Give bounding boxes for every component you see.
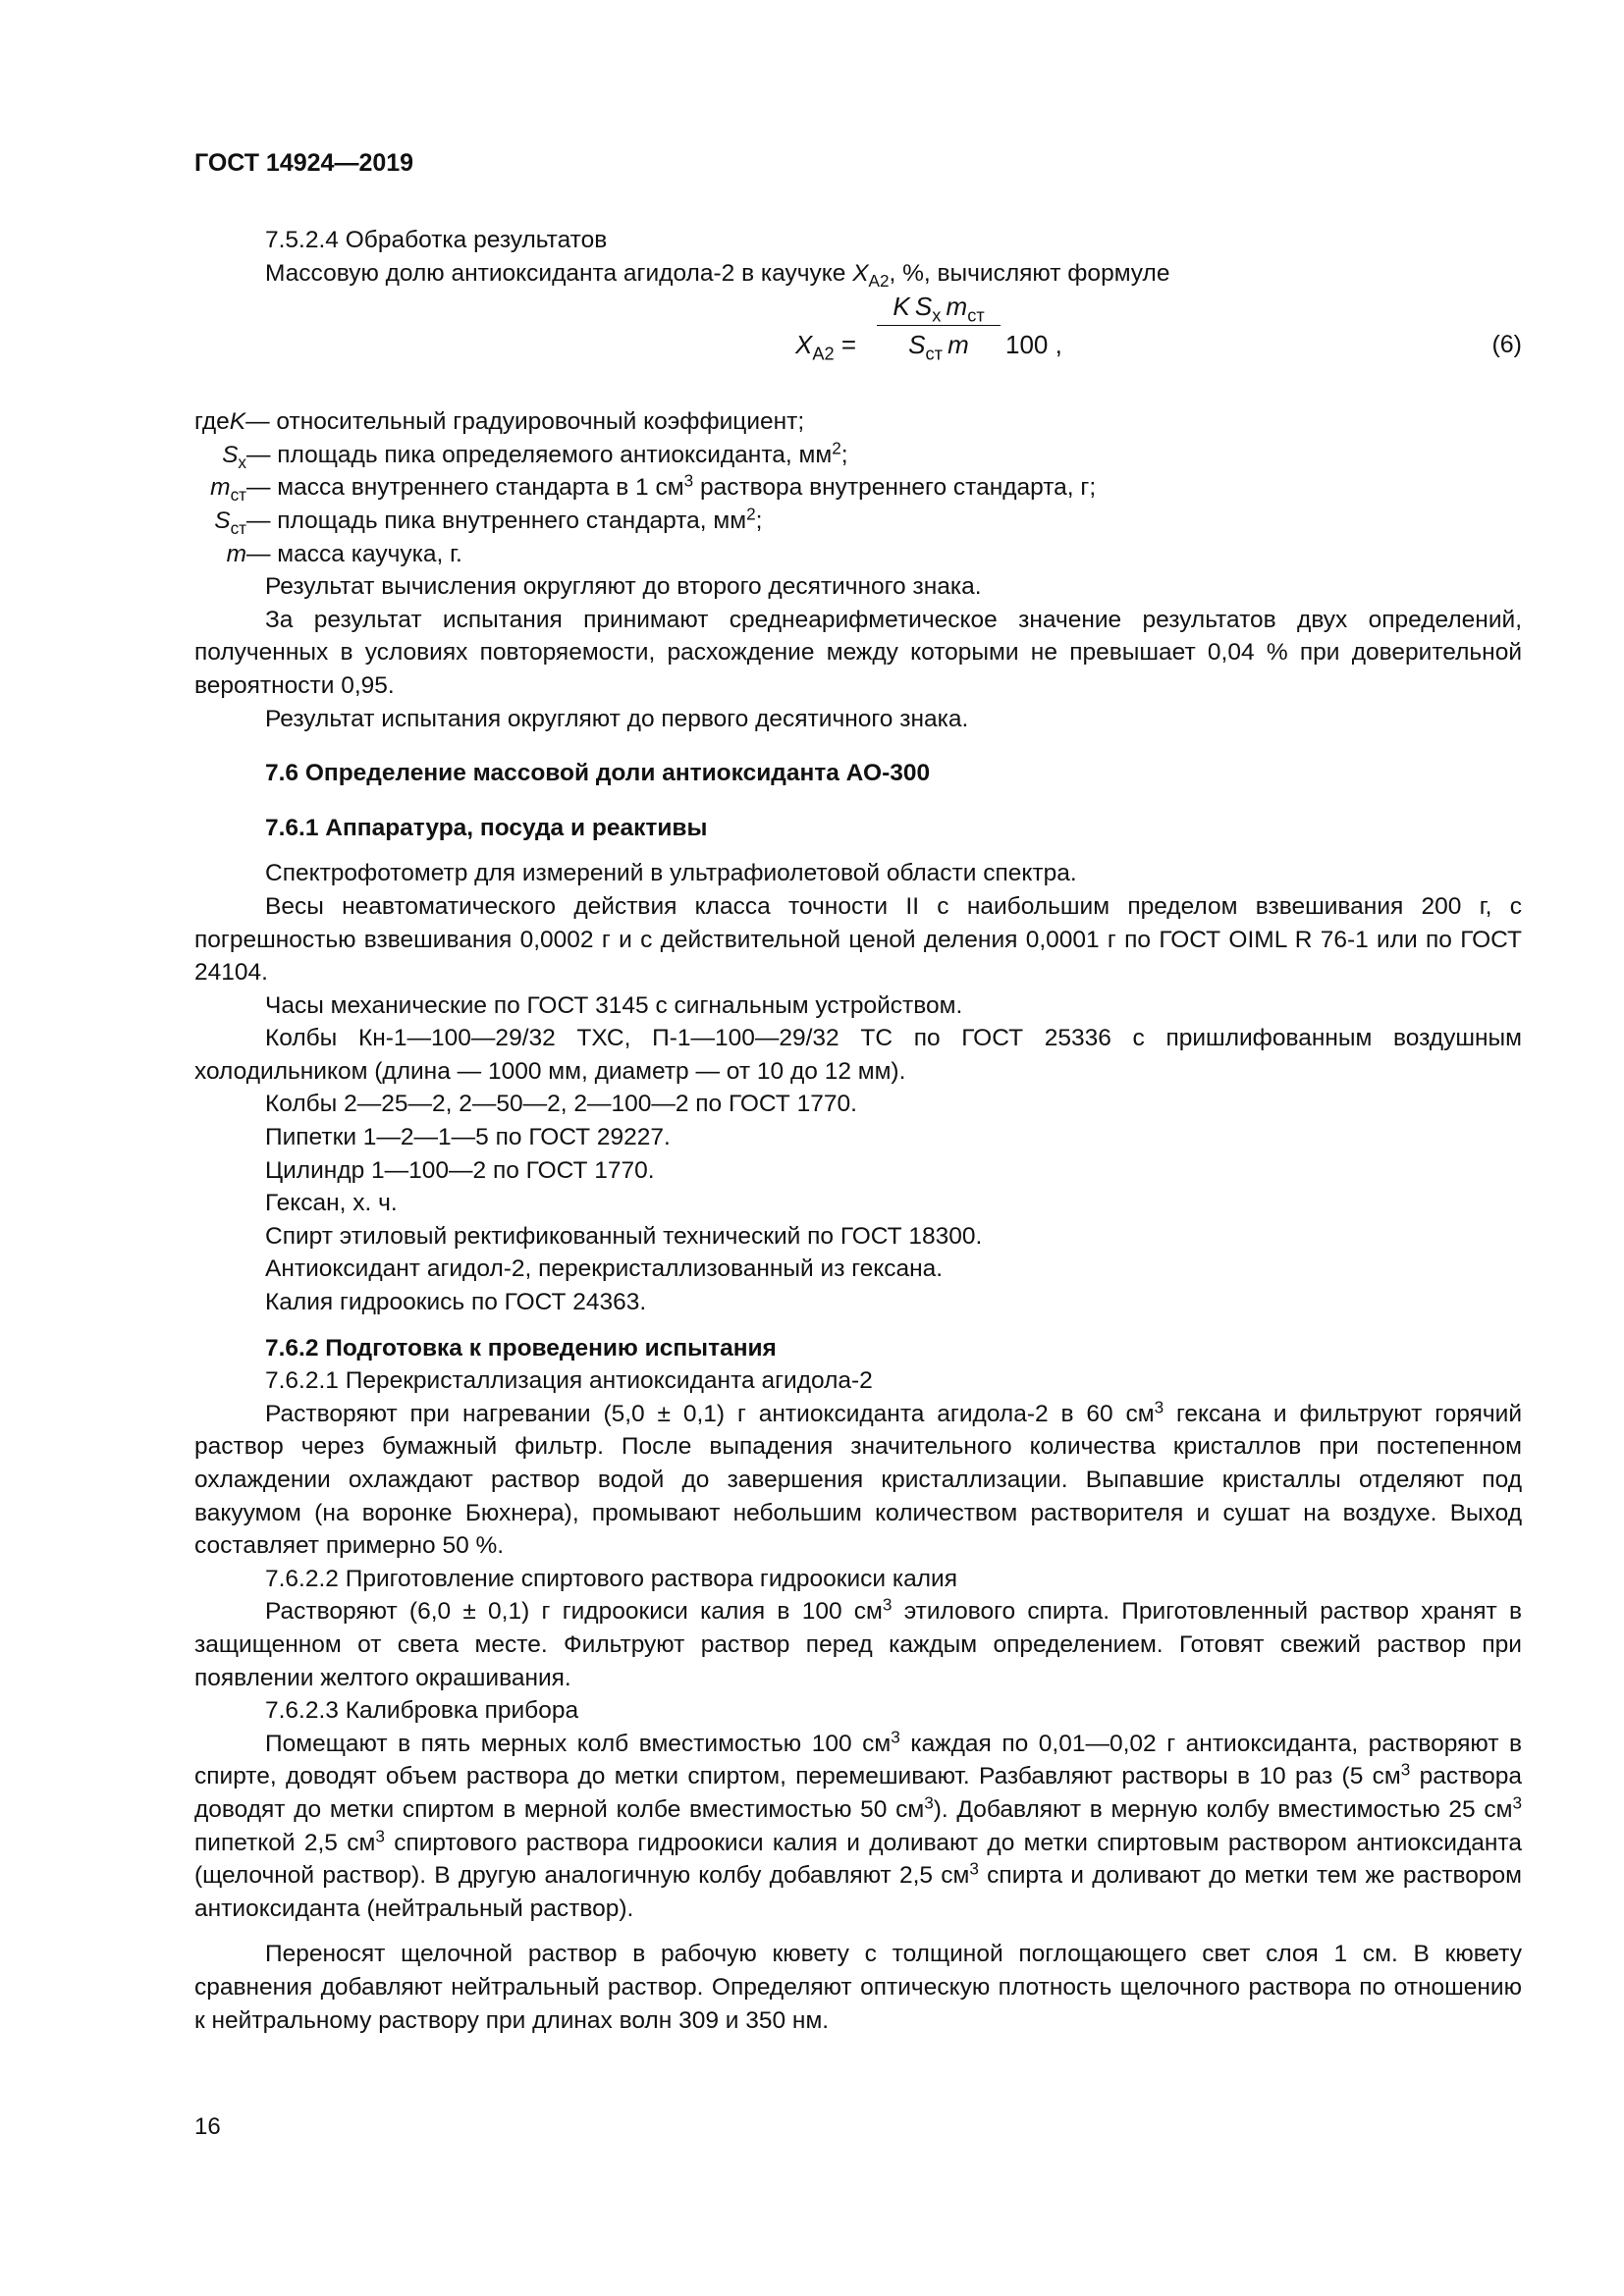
section-7-6-1-heading: 7.6.1 Аппаратура, посуда и реактивы xyxy=(265,814,708,841)
section-7-5-2-4-title: 7.5.2.4 Обработка результатов xyxy=(265,227,608,253)
equipment-item: Колбы 2—25—2, 2—50—2, 2—100—2 по ГОСТ 1770. xyxy=(265,1091,857,1118)
subsection-7-6-2-2-title: 7.6.2.2 Приготовление спиртового раствора гидроокиси калия xyxy=(265,1565,958,1592)
paragraph-rounding-final: Результат испытания округляют до первого десятичного знака. xyxy=(265,705,969,732)
paragraph-rounding: Результат вычисления округляют до второго десятичного знака. xyxy=(265,573,982,601)
measurement-paragraph: Переносят щелочной раствор в рабочую кювету с толщиной поглощающего свет слоя 1 см. В кювету сравнения добавляют нейтральный раствор. Определяют оптическую плотность щелочного раствора по отношению к нейтральному раствору при длинах волн 309 и 350 нм. xyxy=(194,1941,1522,2034)
subsection-7-6-2-1-title: 7.6.2.1 Перекристаллизация антиоксиданта агидола-2 xyxy=(265,1367,873,1395)
equipment-item: Цилиндр 1—100—2 по ГОСТ 1770. xyxy=(265,1156,655,1184)
formula-6 xyxy=(194,290,1522,405)
equipment-item: Колбы Кн-1—100—29/32 ТХС, П-1—100—29/32 ТС по ГОСТ 25336 с пришлифованным воздушным холодильником (длина — 1000 мм, диаметр — от 10 до 12 мм). xyxy=(194,1025,1522,1085)
koh-solution-paragraph: Растворяют (6,0 ± 0,1) г гидроокиси калия в 100 $см^3$ этилового спирта. Приготовленный раствор хранят в защищенном от света месте. Фильтруют раствор перед каждым определением. Готовят свежий раствор при появлении желтого окрашивания. xyxy=(194,1594,1522,1691)
equipment-item: Весы неавтоматического действия класса точности II с наибольшим пределом взвешивания 200 г, с погрешностью взвешивания 0,0002 г и с действительной ценой деления 0,0001 г по ГОСТ OIML R 76-1 или по ГОСТ 24104. xyxy=(194,892,1522,987)
equipment-item: Пипетки 1—2—1—5 по ГОСТ 29227. xyxy=(265,1124,671,1151)
variable-definitions xyxy=(194,405,1522,570)
definition-item: $S_x$ — площадь пика определяемого антиоксиданта, $мм^2$; xyxy=(222,438,848,472)
equipment-item: Спирт этиловый ректификованный технический по ГОСТ 18300. xyxy=(265,1222,983,1250)
formula-lhs: $X_{А2}$ = xyxy=(795,330,857,364)
equipment-item: Часы механические по ГОСТ 3145 с сигнальным устройством. xyxy=(265,991,963,1019)
equipment-item: Калия гидроокись по ГОСТ 24363. xyxy=(265,1289,647,1316)
recrystallization-paragraph: Растворяют при нагревании (5,0 ± 0,1) г антиоксиданта агидола-2 в 60 $см^3$ гексана и фильтруют горячий раствор через бумажный фильтр. После выпадения значительного количества кристаллов при постепенном охлаждении охлаждают раствор водой до завершения кристаллизации. Выпавшие кристаллы отделяют под вакуумом (на воронке Бюхнера), промывают небольшим количеством растворителя и сушат на воздухе. Выход составляет примерно 50 %. xyxy=(194,1397,1523,1560)
document-body xyxy=(194,224,1522,2037)
definition-item: где K — относительный градуировочный коэффициент; xyxy=(194,408,805,436)
definition-item: $m_{ст}$ — масса внутреннего стандарта в 1 $см^3$ раствора внутреннего стандарта, г; xyxy=(210,470,1097,506)
formula-fraction xyxy=(877,290,1001,364)
equipment-item: Спектрофотометр для измерений в ультрафиолетовой области спектра. xyxy=(265,860,1077,887)
section-7-6-heading: 7.6 Определение массовой доли антиоксиданта АО-300 xyxy=(265,760,931,787)
equipment-item: Антиоксидант агидол-2, перекристаллизованный из гексана. xyxy=(265,1255,944,1283)
page-number: 16 xyxy=(194,2113,221,2140)
definition-item: m — масса каучука, г. xyxy=(226,540,462,567)
document-header: ГОСТ 14924—2019 xyxy=(194,149,414,177)
equipment-item: Гексан, х. ч. xyxy=(265,1190,398,1217)
formula-number: (6) xyxy=(1491,331,1522,359)
paragraph-result-definition: За результат испытания принимают среднеарифметическое значение результатов двух определений, полученных в условиях повторяемости, расхождение между которыми не превышает 0,04 % при доверительной вероятности 0,95. xyxy=(194,606,1522,699)
formula-intro: Массовую долю антиоксиданта агидола-2 в каучуке $X_{А2}$, %, вычисляют формуле xyxy=(265,259,1170,291)
formula-numerator: K $S_x$ $m_{ст}$ xyxy=(877,290,1001,326)
definition-item: $S_{ст}$ — площадь пика внутреннего стандарта, $мм^2$; xyxy=(214,504,763,538)
formula-multiplier: 100 , xyxy=(1005,330,1062,360)
subsection-7-6-2-3-title: 7.6.2.3 Калибровка прибора xyxy=(265,1697,579,1725)
formula-denominator: $S_{ст}$ m xyxy=(908,330,969,364)
calibration-paragraph: Помещают в пять мерных колб вместимостью 100 $см^3$ каждая по 0,01—0,02 г антиоксиданта, растворяют в спирте, доводят объем раствора до метки спиртом, перемешивают. Разбавляют растворы в 10 раз (5 $см^3$ раствора доводят до метки спиртом в мерной колбе вместимостью 50 $см^3$). Добавляют в мерную колбу вместимостью 25 $см^3$ пипеткой 2,5 $см^3$ спиртового раствора гидроокиси калия и доливают до метки спиртовым раствором антиоксиданта (щелочной раствор). В другую аналогичную колбу добавляют 2,5 $см^3$ спирта и доливают до метки тем же раствором антиоксиданта (нейтральный раствор). xyxy=(194,1727,1522,1922)
section-7-6-2-heading: 7.6.2 Подготовка к проведению испытания xyxy=(265,1334,777,1362)
